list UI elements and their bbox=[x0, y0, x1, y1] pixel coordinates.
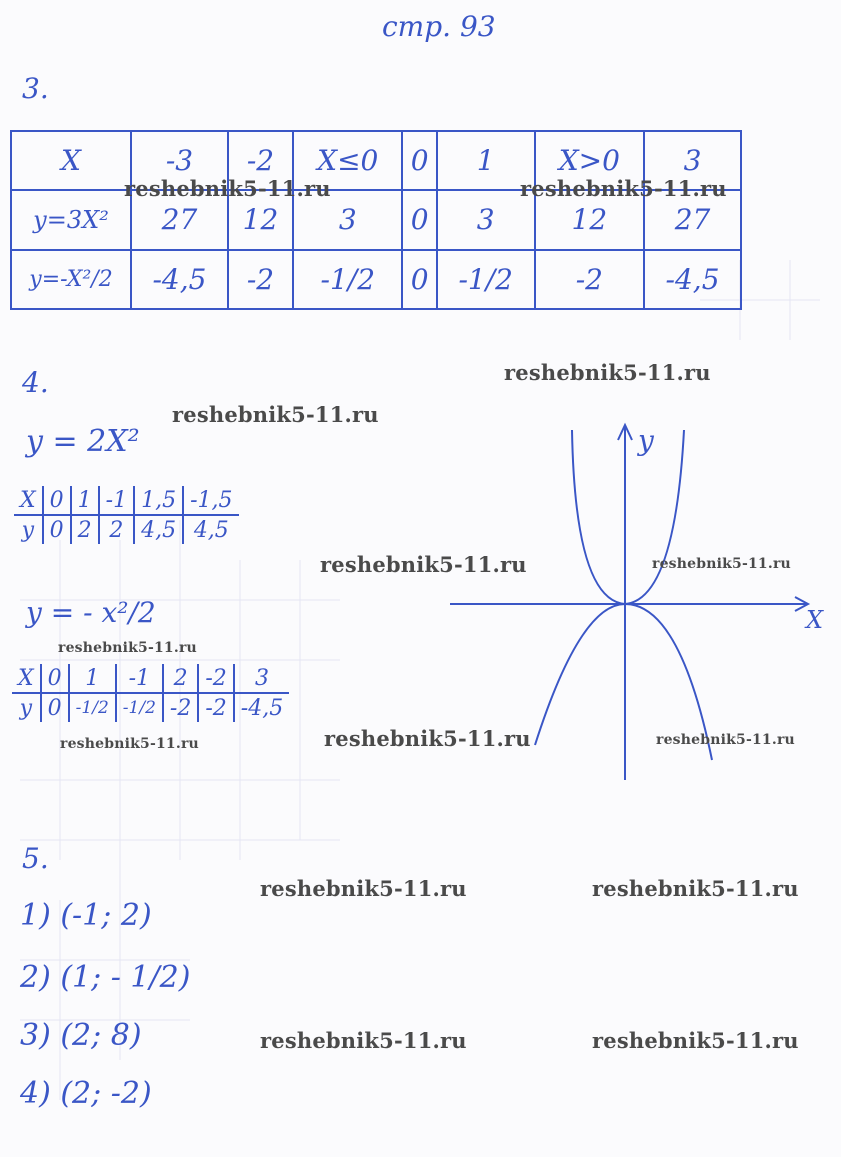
watermark: reshebnik5-11.ru bbox=[124, 176, 331, 201]
table-cell: -2 bbox=[535, 250, 644, 309]
table-cell: 0 bbox=[402, 190, 436, 249]
table-cell: -1 bbox=[99, 486, 134, 515]
table-cell: 12 bbox=[535, 190, 644, 249]
watermark: reshebnik5-11.ru bbox=[504, 360, 711, 385]
table-cell: 2 bbox=[71, 515, 99, 544]
watermark: reshebnik5-11.ru bbox=[520, 176, 727, 201]
answer-4: 4) (2; -2) bbox=[20, 1076, 152, 1111]
table-cell: 3 bbox=[234, 664, 289, 693]
table-cell: 0 bbox=[402, 250, 436, 309]
table-cell: 3 bbox=[293, 190, 402, 249]
table-cell: -2 bbox=[198, 693, 233, 722]
table-cell: -1/2 bbox=[69, 693, 116, 722]
table-cell: 27 bbox=[131, 190, 228, 249]
table-cell: y bbox=[21, 517, 35, 543]
table-cell: 1 bbox=[71, 486, 99, 515]
table-cell: -2 bbox=[228, 250, 293, 309]
watermark: reshebnik5-11.ru bbox=[652, 556, 791, 572]
table-cell: 12 bbox=[228, 190, 293, 249]
formula-y-minus-x2-over-2: y = - x²/2 bbox=[26, 596, 156, 629]
table-cell: X bbox=[14, 486, 43, 515]
table-cell: 0 bbox=[41, 693, 69, 722]
table-cell: -4,5 bbox=[644, 250, 741, 309]
table-cell: 2 bbox=[163, 664, 198, 693]
table-cell: 0 bbox=[43, 486, 71, 515]
watermark: reshebnik5-11.ru bbox=[58, 640, 197, 656]
table-cell: 4,5 bbox=[134, 515, 183, 544]
values-table-2x2 bbox=[14, 486, 239, 544]
table-cell: X bbox=[12, 664, 41, 693]
table-cell: -1/2 bbox=[293, 250, 402, 309]
table-row bbox=[11, 250, 741, 309]
table-cell: 4,5 bbox=[183, 515, 238, 544]
table-cell: 0 bbox=[402, 131, 436, 190]
table-cell: -1/2 bbox=[116, 693, 163, 722]
table-cell: -1,5 bbox=[183, 486, 238, 515]
table-cell: 27 bbox=[644, 190, 741, 249]
table-cell: -2 bbox=[228, 131, 293, 190]
section-5-number: 5. bbox=[22, 842, 49, 875]
table-cell: -4,5 bbox=[131, 250, 228, 309]
values-table bbox=[10, 130, 742, 310]
section-3-number: 3. bbox=[22, 72, 49, 105]
table-cell: 0 bbox=[43, 515, 71, 544]
table-row bbox=[12, 664, 289, 693]
table-cell: 1 bbox=[69, 664, 116, 693]
table-row bbox=[14, 486, 239, 515]
x-axis-label: X bbox=[806, 606, 824, 634]
table-cell: 1,5 bbox=[134, 486, 183, 515]
values-table-minus-x2-2 bbox=[12, 664, 289, 722]
table-cell: 0 bbox=[41, 664, 69, 693]
table-cell: X≤0 bbox=[293, 131, 402, 190]
watermark: reshebnik5-11.ru bbox=[320, 552, 527, 577]
table-row bbox=[12, 693, 289, 722]
page-label: стр. 93 bbox=[382, 10, 496, 43]
watermark: reshebnik5-11.ru bbox=[260, 876, 467, 901]
table-cell: y=3X² bbox=[11, 190, 131, 249]
table-cell: -2 bbox=[163, 693, 198, 722]
table-cell: y bbox=[19, 695, 33, 721]
table-cell: -1/2 bbox=[437, 250, 535, 309]
table-row bbox=[14, 515, 239, 544]
table-cell: X bbox=[11, 131, 131, 190]
formula-y-2x2: y = 2X² bbox=[26, 424, 140, 459]
table-cell: 1 bbox=[437, 131, 535, 190]
watermark: reshebnik5-11.ru bbox=[60, 736, 199, 752]
table-cell: 3 bbox=[437, 190, 535, 249]
watermark: reshebnik5-11.ru bbox=[324, 726, 531, 751]
watermark: reshebnik5-11.ru bbox=[260, 1028, 467, 1053]
table-cell: -2 bbox=[198, 664, 233, 693]
table-cell: -3 bbox=[131, 131, 228, 190]
watermark: reshebnik5-11.ru bbox=[592, 876, 799, 901]
table-cell: 3 bbox=[644, 131, 741, 190]
table-cell: X>0 bbox=[535, 131, 644, 190]
section-4-number: 4. bbox=[22, 366, 49, 399]
table-cell: -4,5 bbox=[234, 693, 289, 722]
watermark: reshebnik5-11.ru bbox=[172, 402, 379, 427]
answer-3: 3) (2; 8) bbox=[20, 1018, 142, 1053]
answer-2: 2) (1; - 1/2) bbox=[20, 960, 191, 995]
y-axis-label: y bbox=[638, 424, 654, 457]
watermark: reshebnik5-11.ru bbox=[656, 732, 795, 748]
table-cell: -1 bbox=[116, 664, 163, 693]
watermark: reshebnik5-11.ru bbox=[592, 1028, 799, 1053]
table-cell: y=-X²/2 bbox=[11, 250, 131, 309]
table-cell: 2 bbox=[99, 515, 134, 544]
answer-1: 1) (-1; 2) bbox=[20, 898, 152, 933]
